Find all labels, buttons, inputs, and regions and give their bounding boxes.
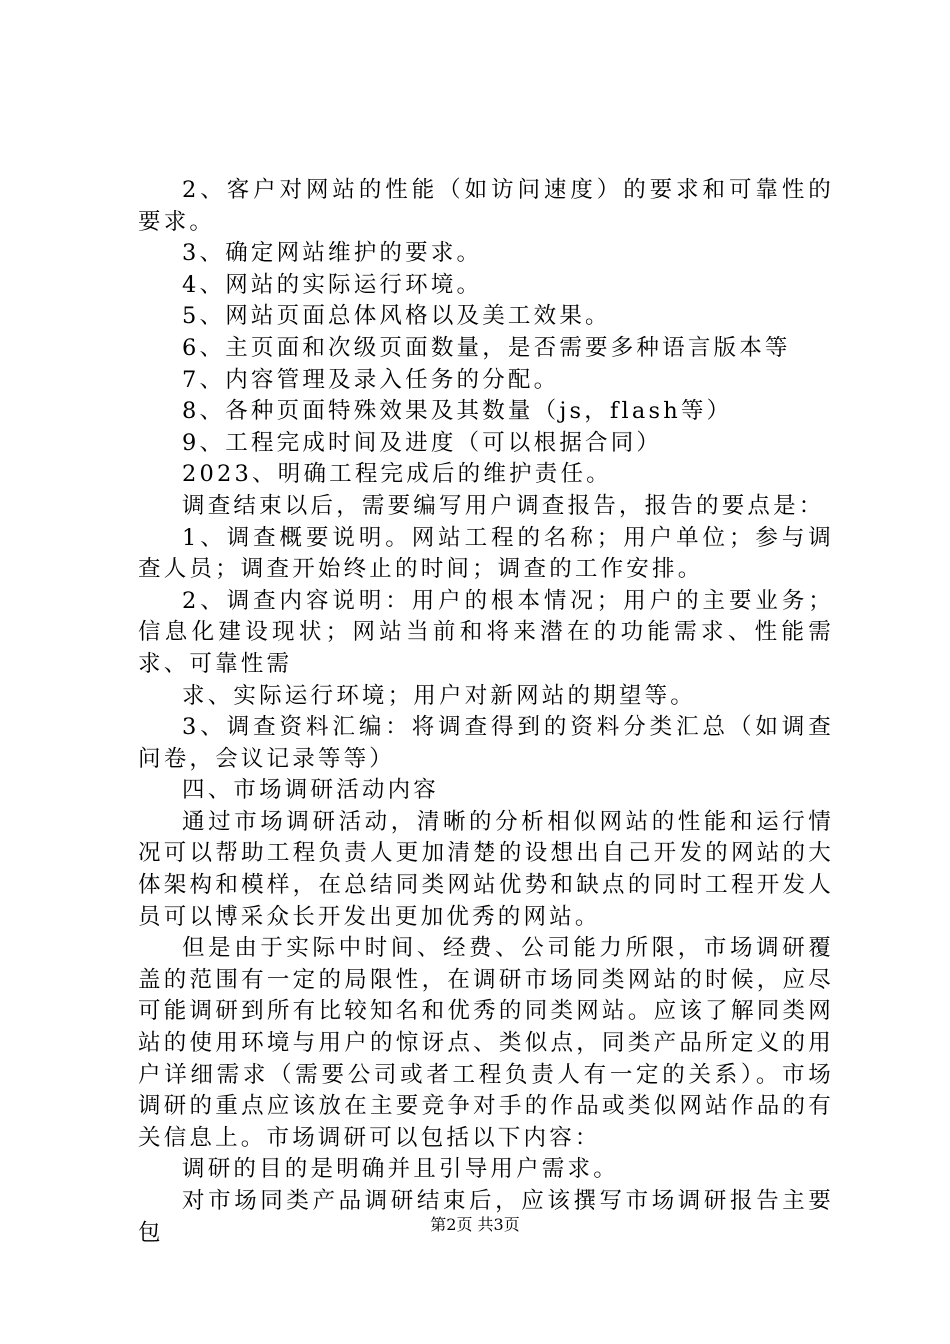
paragraph-requirement-7: 7、内容管理及录入任务的分配。 [182,366,560,393]
document-body [138,175,834,1249]
paragraph-report-intro: 调查结束以后，需要编写用户调查报告，报告的要点是： [182,492,825,519]
paragraph-requirement-2: 2、客户对网站的性能（如访问速度）的要求和可靠性的要求。 [138,177,834,235]
paragraph-report-point-3: 3、调查资料汇编：将调查得到的资料分类汇总（如调查问卷，会议记录等等） [138,714,834,772]
paragraph-requirement-9: 9、工程完成时间及进度（可以根据合同） [182,429,663,456]
page-footer: 第2页 共3页 [430,1215,520,1234]
section-heading: 四、市场调研活动内容 [182,777,440,804]
paragraph-requirement-6: 6、主页面和次级页面数量，是否需要多种语言版本等 [182,334,791,361]
paragraph-requirement-8: 8、各种页面特殊效果及其数量（js，flash等） [182,398,733,425]
paragraph-report-point-1: 1、调查概要说明。网站工程的名称；用户单位；参与调查人员；调查开始终止的时间；调查的工作安排。 [138,524,834,583]
paragraph-report-point-2: 2、调查内容说明：用户的根本情况；用户的主要业务；信息化建设现状；网站当前和将来潜在的功能需求、性能需求、可靠性需 [138,587,834,677]
paragraph-report-point-2-cont: 求、实际运行环境；用户对新网站的期望等。 [182,682,697,709]
paragraph-research-report: 对市场同类产品调研结束后，应该撰写市场调研报告主要包 [138,1188,834,1246]
paragraph-requirement-4: 4、网站的实际运行环境。 [182,271,483,298]
paragraph-requirement-3: 3、确定网站维护的要求。 [182,240,483,267]
paragraph-requirement-5: 5、网站页面总体风格以及美工效果。 [182,303,611,330]
paragraph-limitations: 但是由于实际中时间、经费、公司能力所限，市场调研覆盖的范围有一定的局限性，在调研市场同类网站的时候，应尽可能调研到所有比较知名和优秀的同类网站。应该了解同类网站的使用环境与用户的惊讶点、类似点，同类产品所定义的用户详细需求（需要公司或者工程负责人有一定的关系）。市场调研的重点应该放在主要竞争对手的作品或类似网站作品的有关信息上。市场调研可以包括以下内容： [138,935,834,1151]
paragraph-research-purpose: 调研的目的是明确并且引导用户需求。 [182,1156,619,1183]
paragraph-market-research: 通过市场调研活动，清晰的分析相似网站的性能和运行情况可以帮助工程负责人更加清楚的设想出自己开发的网站的大体架构和模样，在总结同类网站优势和缺点的同时工程开发人员可以博采众长开发出更加优秀的网站。 [138,808,834,930]
paragraph-requirement-10: 2023、明确工程完成后的维护责任。 [182,461,612,488]
